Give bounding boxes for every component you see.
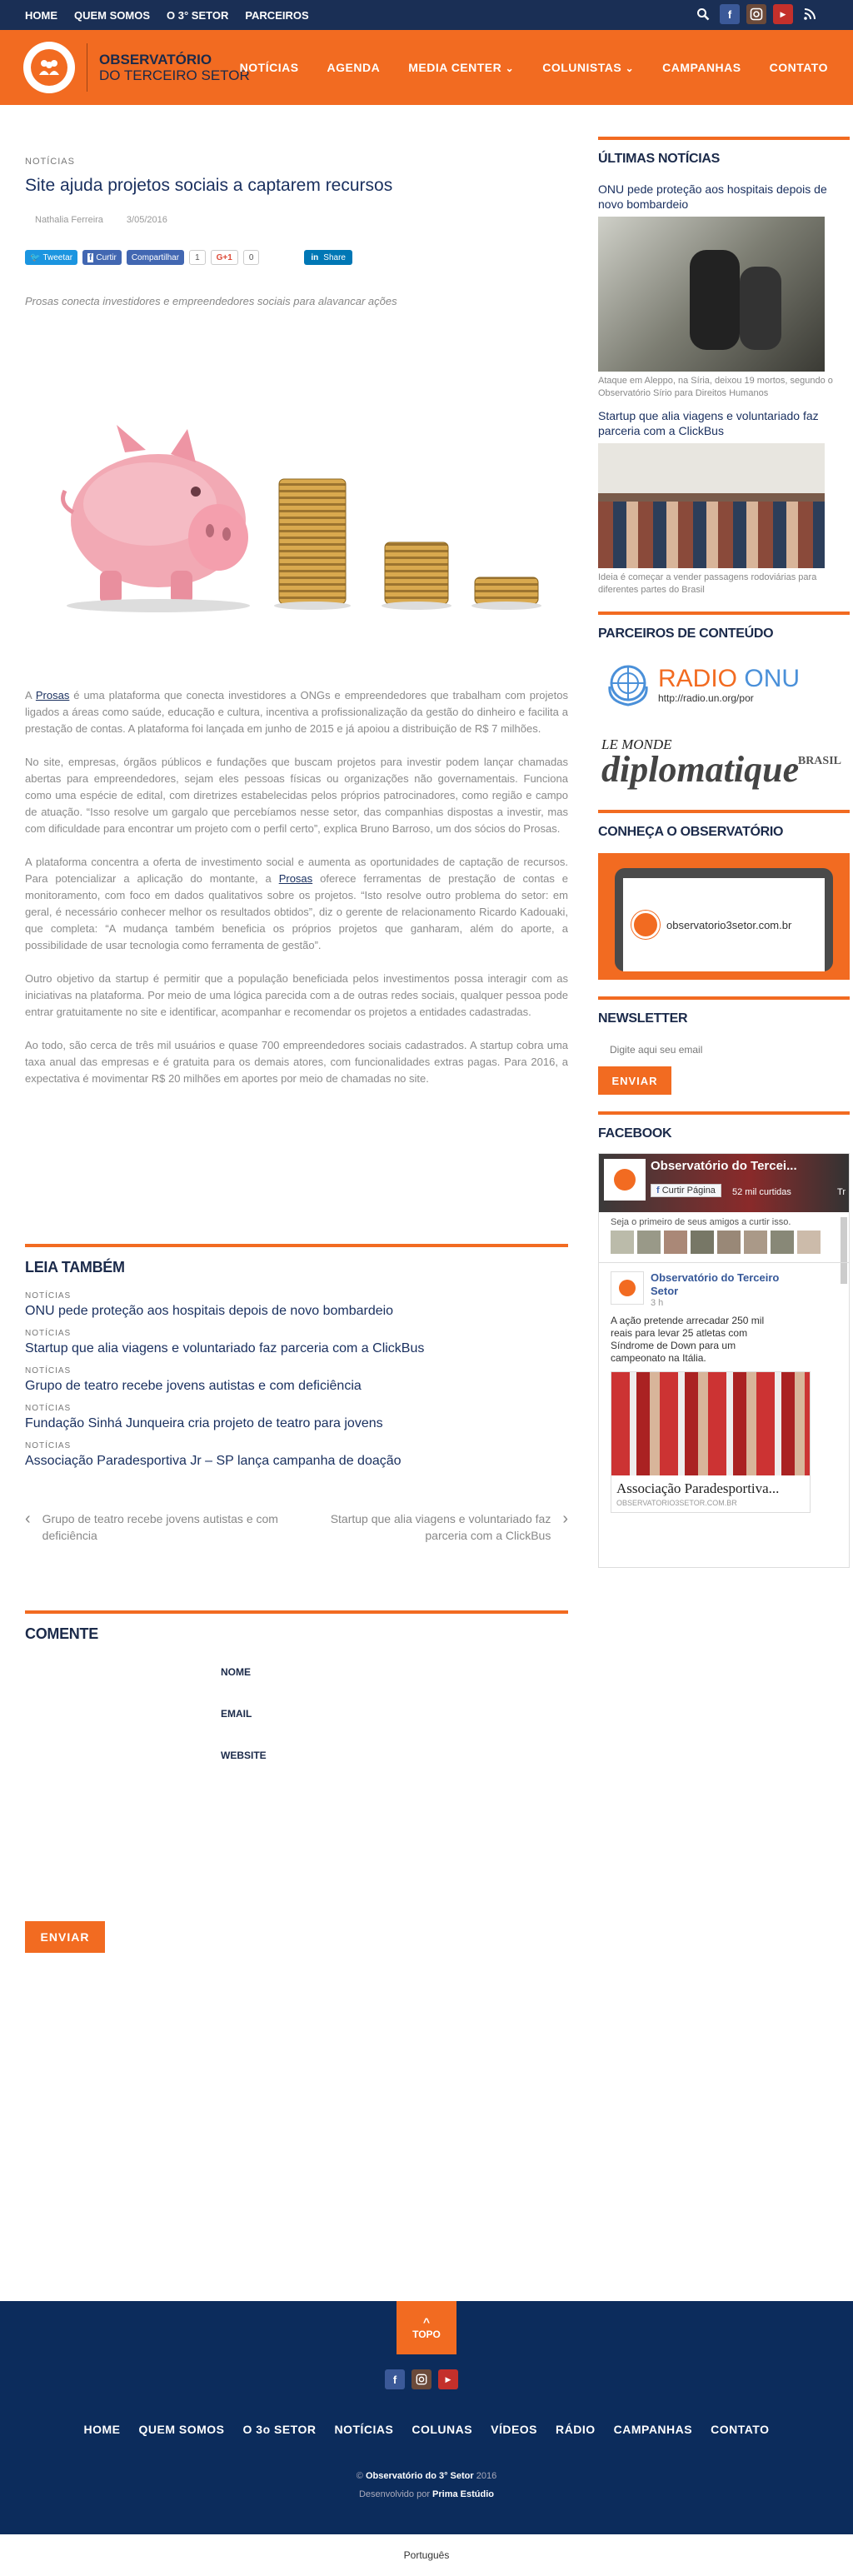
logo-emblem — [631, 911, 660, 939]
youtube-icon[interactable]: ▶ — [438, 2369, 458, 2389]
newsletter-heading: NEWSLETTER — [598, 1011, 688, 1026]
arrow-up-icon: ^ — [422, 2315, 431, 2329]
article-paragraph: A Prosas é uma plataforma que conecta investidores a ONGs e empreendedores que trabalham com projetos ligados a áreas como saúde, educação e cultura, incentiva a profissionalização da gestão do dinheiro e facilita a prestação de contas. A plataforma foi lançada em junho de 2015 e já apoiou a distribuição de R$ 7 milhões. — [25, 689, 568, 735]
back-to-top-button[interactable]: ^ TOPO — [397, 2301, 456, 2354]
list-item[interactable]: NOTÍCIAS Associação Paradesportiva Jr – SP lança campanha de doação — [25, 1441, 402, 1468]
search-icon[interactable] — [693, 4, 713, 24]
facebook-post-author[interactable]: Observatório do Terceiro Setor — [651, 1271, 780, 1297]
facebook-share-button[interactable]: Compartilhar — [127, 250, 184, 265]
conheca-section — [598, 810, 850, 840]
article-subtitle: Prosas conecta investidores e empreendedores sociais para alavancar ações — [25, 295, 397, 307]
footer-social-icons — [385, 2369, 458, 2389]
footer — [0, 2301, 853, 2534]
facebook-link-card[interactable] — [611, 1371, 811, 1513]
avatar — [797, 1231, 821, 1254]
facebook-friends-avatars — [599, 1227, 849, 1257]
facebook-page-name[interactable]: Observatório do Tercei... — [651, 1159, 797, 1173]
post-navigation — [25, 1510, 568, 1544]
facebook-card-image — [611, 1372, 810, 1475]
latest-news-title[interactable]: ONU pede proteção aos hospitais depois de novo bombardeio — [598, 182, 827, 211]
related-section — [25, 1244, 568, 1276]
aleppo-image[interactable] — [598, 217, 825, 372]
logo-line-1: OBSERVATÓRIO — [99, 52, 212, 67]
facebook-card-domain: OBSERVATORIO3SETOR.COM.BR — [616, 1499, 737, 1507]
le-monde-diplomatique-logo[interactable]: LE MONDE diplomatique BRASIL — [601, 736, 841, 790]
newsletter-submit-button[interactable]: ENVIAR — [598, 1066, 671, 1095]
top-nav-terceiro-setor[interactable]: O 3° SETOR — [167, 8, 229, 22]
top-bar — [0, 0, 853, 30]
article-category[interactable]: NOTÍCIAS — [25, 157, 75, 167]
footer-nav-item[interactable]: HOME — [83, 2423, 121, 2436]
image-caption: Ataque em Aleppo, na Síria, deixou 19 mortos, segundo o Observatório Sírio para Direitos Humanos — [598, 376, 833, 398]
instagram-icon[interactable] — [746, 4, 766, 24]
article-title: Site ajuda projetos sociais a captarem recursos — [25, 176, 393, 195]
footer-nav-item[interactable]: O 3o SETOR — [242, 2423, 317, 2436]
related-list — [25, 1291, 568, 1469]
prosas-link[interactable]: Prosas — [278, 872, 313, 885]
email-field-label: EMAIL — [221, 1708, 252, 1720]
facebook-icon: f — [89, 252, 92, 262]
footer-nav-item[interactable]: CONTATO — [711, 2423, 770, 2436]
facebook-icon: f — [656, 1186, 662, 1196]
footer-nav-item[interactable]: RÁDIO — [556, 2423, 596, 2436]
facebook-like-button[interactable]: f Curtir — [82, 250, 122, 265]
facebook-heading: FACEBOOK — [598, 1126, 672, 1141]
prev-post-link[interactable]: ‹ Grupo de teatro recebe jovens autistas e com deficiência — [25, 1510, 278, 1542]
instagram-icon[interactable] — [412, 2369, 431, 2389]
facebook-icon[interactable]: f — [720, 4, 740, 24]
article-paragraph: Outro objetivo da startup é permitir que a população beneficiada pelos investimentos possa interagir com as iniciativas na plataforma. Por meio de uma lógica parecida com a de outras redes sociais, qualquer pessoa pode entrar gratuitamente no site e identificar, acompanhar e recomendar os projetos a entidades cadastradas. — [25, 972, 568, 1018]
comment-submit-button[interactable]: ENVIAR — [25, 1921, 105, 1953]
facebook-post — [599, 1262, 849, 1513]
menu-campanhas[interactable]: CAMPANHAS — [662, 61, 741, 74]
next-post-link[interactable]: Startup que alia viagens e voluntariado faz parceria com a ClickBus › — [330, 1510, 568, 1542]
logo-line-2: DO TERCEIRO SETOR — [99, 67, 250, 83]
top-nav-quem-somos[interactable]: QUEM SOMOS — [74, 8, 151, 22]
linkedin-share-button[interactable]: in Share — [304, 250, 352, 265]
name-field-label: NOME — [221, 1666, 251, 1678]
radio-onu-logo[interactable]: RADIO ONU http://radio.un.org/por — [603, 661, 850, 708]
website-field-label: WEBSITE — [221, 1750, 267, 1761]
main-header — [0, 30, 853, 105]
list-item[interactable]: NOTÍCIAS Fundação Sinhá Junqueira cria projeto de teatro para jovens — [25, 1404, 383, 1430]
latest-news-heading: ÚLTIMAS NOTÍCIAS — [598, 152, 721, 166]
prosas-link[interactable]: Prosas — [35, 689, 70, 701]
share-bar — [25, 250, 568, 265]
volunteers-group-image[interactable] — [598, 443, 825, 568]
avatar — [611, 1231, 634, 1254]
gplus-count-left: 1 — [189, 250, 206, 265]
facebook-friends-text: Seja o primeiro de seus amigos a curtir isso. — [611, 1217, 791, 1227]
avatar — [664, 1231, 687, 1254]
menu-noticias[interactable]: NOTÍCIAS — [239, 61, 299, 74]
footer-developer: Desenvolvido por Prima Estúdio — [358, 2489, 495, 2499]
facebook-likes-count: 52 mil curtidas — [732, 1187, 791, 1197]
image-caption: Ideia é começar a vender passagens rodoviárias para diferentes partes do Brasil — [598, 572, 817, 595]
conheca-heading: CONHEÇA O OBSERVATÓRIO — [598, 825, 784, 839]
footer-nav-item[interactable]: COLUNAS — [412, 2423, 473, 2436]
language-selector[interactable]: Português — [403, 2549, 450, 2561]
avatar — [637, 1231, 661, 1254]
chevron-right-icon: › — [562, 1510, 568, 1528]
main-menu — [240, 30, 828, 105]
language-bar — [0, 2534, 853, 2576]
footer-nav-item[interactable]: VÍDEOS — [491, 2423, 538, 2436]
article-paragraph: Ao todo, são cerca de três mil usuários e quase 700 empreendedores sociais cadastrados. A startup cobra uma taxa anual das empresas e é gratuita para os demais atores, com funcionalidades extras pagas. Para 2016, a expectativa é movimentar R$ 20 milhões em aportes por meio de chamadas no site. — [25, 1039, 568, 1085]
chevron-down-icon: ⌄ — [625, 62, 635, 74]
facebook-post-time: 3 h — [651, 1298, 664, 1308]
footer-nav-item[interactable]: QUEM SOMOS — [138, 2423, 225, 2436]
people-icon — [37, 58, 61, 77]
piggy-bank-image — [25, 312, 568, 687]
footer-nav — [0, 2423, 853, 2436]
menu-agenda[interactable]: AGENDA — [327, 61, 381, 74]
list-item[interactable]: NOTÍCIAS Grupo de teatro recebe jovens autistas e com deficiência — [25, 1366, 362, 1393]
newsletter-section — [598, 996, 850, 1026]
article-body — [25, 687, 568, 1087]
logo-emblem — [23, 42, 75, 93]
gplus-button[interactable]: G+1 — [211, 250, 238, 265]
logo-emblem — [614, 1169, 636, 1191]
twitter-icon: 🐦 — [30, 252, 41, 262]
article-paragraph: No site, empresas, órgãos públicos e fundações que buscam projetos para investir podem lançar chamadas abertas para empreendedores, sejam eles pessoas físicas ou organizações não governamentais. Funciona como uma espécie de edital, com diretrizes estabelecidas pelos próprios patrocinadores, como região e campo de atuação. “Isso resolve um gargalo que percebíamos nesse setor, das companhias dispostas a investir, mas com dificuldade para encontrar um projeto com o perfil certo”, explica Bruno Barroso, um dos sócios do Prosas. — [25, 756, 568, 835]
newsletter-email-input[interactable]: Digite aqui seu email — [610, 1044, 703, 1056]
footer-nav-item[interactable]: CAMPANHAS — [613, 2423, 693, 2436]
site-logo[interactable] — [23, 42, 250, 93]
footer-nav-item[interactable]: NOTÍCIAS — [334, 2423, 394, 2436]
un-globe-icon — [603, 661, 653, 708]
radio-onu-url[interactable]: http://radio.un.org/por — [658, 692, 754, 704]
conheca-url: observatorio3setor.com.br — [666, 918, 792, 931]
developer-link[interactable]: Prima Estúdio — [432, 2489, 495, 2499]
avatar — [717, 1231, 741, 1254]
menu-colunistas[interactable]: COLUNISTAS ⌄ — [542, 61, 635, 74]
article-paragraph: A plataforma concentra a oferta de investimento social e aumenta as oportunidades de captação de recursos. Para potencializar a aplicação do montante, a Prosas oferece ferramentas de prestação de contas e monitoramento, com foco em dados qualitativos sobre os projetos. “Isto resolve outro problema do setor: em geral, é necessário conhecer melhor os resultados obtidos”, diz o gerente de relacionamento Ricardo Kadouaki, que completa: “A mudança também beneficia os próprios projetos que ganharam, além do aporte, a possibilidade de usar tecnologia como ferramenta de gestão”. — [25, 856, 568, 951]
footer-copyright: © Observatório do 3° Setor 2016 — [356, 2471, 497, 2481]
gplus-count: 0 — [243, 250, 260, 265]
latest-news-section — [598, 137, 850, 167]
list-item[interactable]: NOTÍCIAS ONU pede proteção aos hospitais depois de novo bombardeio — [25, 1291, 394, 1318]
partners-heading: PARCEIROS DE CONTEÚDO — [598, 627, 774, 641]
latest-news-title[interactable]: Startup que alia viagens e voluntariado faz parceria com a ClickBus — [598, 409, 819, 437]
article-column — [25, 150, 568, 1953]
article-date: 3/05/2016 — [126, 215, 167, 225]
list-item[interactable]: NOTÍCIAS Startup que alia viagens e voluntariado faz parceria com a ClickBus — [25, 1329, 425, 1355]
chevron-down-icon: ⌄ — [505, 62, 515, 74]
facebook-icon[interactable]: f — [385, 2369, 405, 2389]
chevron-left-icon: ‹ — [25, 1510, 31, 1528]
logo-emblem — [619, 1280, 636, 1296]
facebook-card-title: Associação Paradesportiva... — [616, 1480, 780, 1496]
comment-section — [25, 1610, 568, 1643]
partners-section — [598, 612, 850, 642]
top-nav-parceiros[interactable]: PARCEIROS — [245, 8, 309, 22]
facebook-cover: Observatório do Tercei... f Curtir Página 52 mil curtidas Tr — [599, 1154, 849, 1212]
facebook-widget — [598, 1153, 850, 1568]
sidebar — [598, 137, 850, 1568]
facebook-like-page-button[interactable]: f Curtir Página — [651, 1184, 721, 1197]
avatar — [771, 1231, 794, 1254]
facebook-section — [598, 1111, 850, 1141]
top-nav — [25, 0, 309, 30]
conheca-banner[interactable] — [598, 853, 850, 980]
comment-heading: COMENTE — [25, 1625, 98, 1642]
youtube-icon[interactable]: ▶ — [773, 4, 793, 24]
article-author[interactable]: Nathalia Ferreira — [35, 215, 103, 225]
tweet-button[interactable]: 🐦 Tweetar — [25, 250, 77, 265]
rss-icon[interactable] — [800, 4, 820, 24]
avatar — [691, 1231, 714, 1254]
related-heading: LEIA TAMBÉM — [25, 1259, 125, 1276]
facebook-post-text: A ação pretende arrecadar 250 mil reais para levar 25 atletas com Síndrome de Down para um campeonato na Itália. — [611, 1315, 765, 1364]
linkedin-icon: in — [311, 252, 319, 262]
menu-contato[interactable]: CONTATO — [769, 61, 828, 74]
menu-media-center[interactable]: MEDIA CENTER ⌄ — [408, 61, 515, 74]
top-nav-home[interactable]: HOME — [25, 8, 57, 22]
avatar — [744, 1231, 767, 1254]
